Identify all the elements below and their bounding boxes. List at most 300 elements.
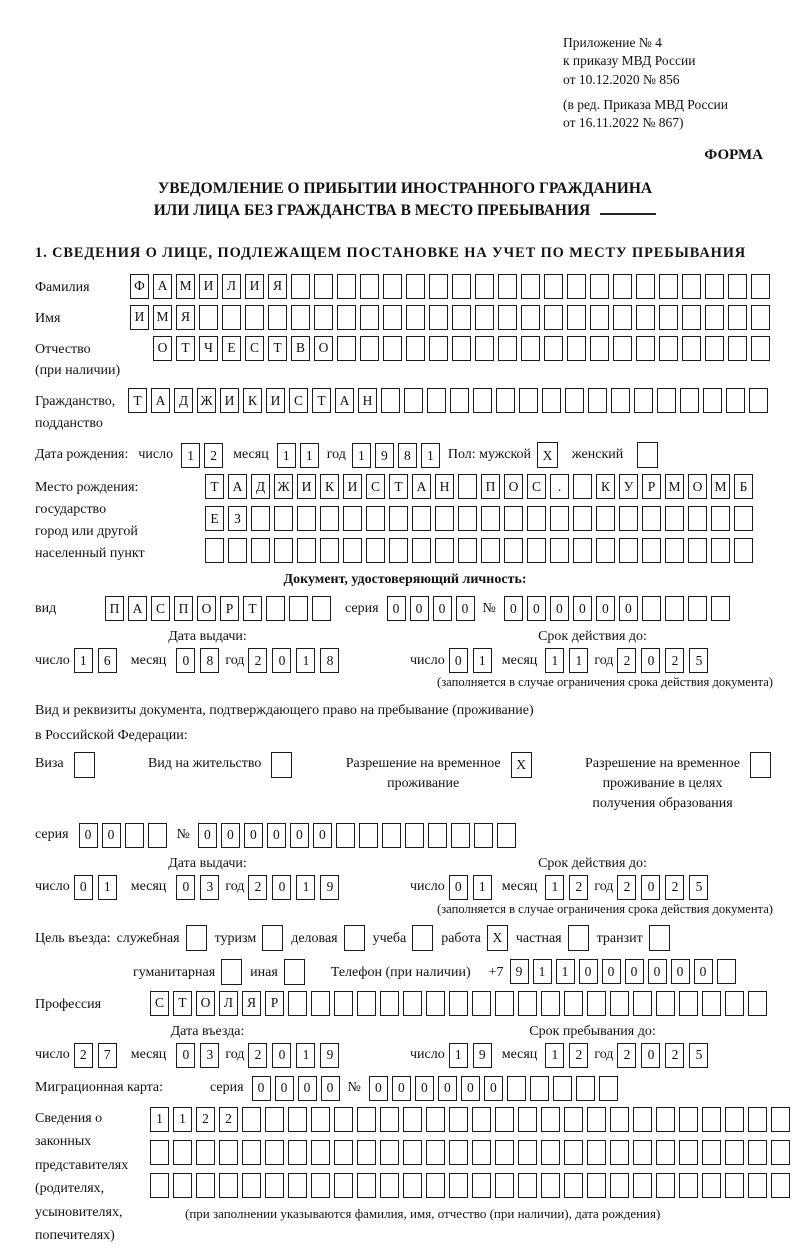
char-cell[interactable] (564, 1173, 583, 1198)
birth-month-input[interactable] (277, 443, 319, 468)
char-cell[interactable]: 1 (569, 648, 588, 673)
char-cell[interactable]: 0 (449, 648, 468, 673)
char-cell[interactable] (219, 1173, 238, 1198)
char-cell[interactable] (125, 823, 144, 848)
entry-year-input[interactable] (248, 1043, 339, 1068)
stay-month-input[interactable] (545, 1043, 588, 1068)
char-cell[interactable] (567, 274, 586, 299)
char-cell[interactable]: X (487, 925, 508, 951)
sex-male-checkbox[interactable] (537, 442, 558, 468)
char-cell[interactable] (656, 1173, 675, 1198)
char-cell[interactable] (495, 1140, 514, 1165)
char-cell[interactable] (728, 305, 747, 330)
char-cell[interactable] (449, 991, 468, 1016)
char-cell[interactable] (498, 336, 517, 361)
entry-month-input[interactable] (176, 1043, 219, 1068)
char-cell[interactable]: 0 (252, 1076, 271, 1101)
char-cell[interactable] (337, 305, 356, 330)
char-cell[interactable] (150, 1140, 169, 1165)
char-cell[interactable] (497, 823, 516, 848)
char-cell[interactable]: 1 (277, 443, 296, 468)
char-cell[interactable]: 0 (415, 1076, 434, 1101)
residence-expiry-year-input[interactable] (617, 875, 708, 900)
char-cell[interactable] (717, 959, 736, 984)
char-cell[interactable] (711, 538, 730, 563)
char-cell[interactable] (242, 1107, 261, 1132)
char-cell[interactable]: 0 (550, 596, 569, 621)
char-cell[interactable] (748, 991, 767, 1016)
char-cell[interactable]: 0 (290, 823, 309, 848)
char-cell[interactable] (750, 752, 771, 778)
char-cell[interactable] (360, 305, 379, 330)
char-cell[interactable] (426, 991, 445, 1016)
char-cell[interactable] (383, 336, 402, 361)
char-cell[interactable] (449, 1107, 468, 1132)
char-cell[interactable] (728, 336, 747, 361)
char-cell[interactable]: 0 (456, 596, 475, 621)
char-cell[interactable] (242, 1173, 261, 1198)
char-cell[interactable] (564, 991, 583, 1016)
char-cell[interactable] (406, 336, 425, 361)
char-cell[interactable] (297, 506, 316, 531)
char-cell[interactable] (665, 538, 684, 563)
char-cell[interactable] (289, 596, 308, 621)
char-cell[interactable] (544, 336, 563, 361)
char-cell[interactable] (702, 1140, 721, 1165)
char-cell[interactable] (475, 305, 494, 330)
char-cell[interactable] (642, 538, 661, 563)
char-cell[interactable] (403, 1173, 422, 1198)
char-cell[interactable] (199, 305, 218, 330)
char-cell[interactable] (262, 925, 283, 951)
char-cell[interactable]: 8 (398, 443, 417, 468)
char-cell[interactable] (679, 991, 698, 1016)
char-cell[interactable] (435, 506, 454, 531)
char-cell[interactable]: О (688, 474, 707, 499)
char-cell[interactable]: И (199, 274, 218, 299)
char-cell[interactable]: 1 (545, 875, 564, 900)
char-cell[interactable] (450, 388, 469, 413)
char-cell[interactable]: И (343, 474, 362, 499)
expiry-month-input[interactable] (545, 648, 588, 673)
char-cell[interactable] (429, 305, 448, 330)
char-cell[interactable] (173, 1140, 192, 1165)
char-cell[interactable] (311, 1173, 330, 1198)
char-cell[interactable]: 0 (461, 1076, 480, 1101)
char-cell[interactable]: 2 (665, 1043, 684, 1068)
char-cell[interactable] (688, 596, 707, 621)
purpose-other-checkbox[interactable] (284, 959, 305, 985)
birth-place-line3-input[interactable] (205, 538, 753, 563)
char-cell[interactable]: 0 (641, 875, 660, 900)
char-cell[interactable]: Р (220, 596, 239, 621)
char-cell[interactable]: 2 (569, 1043, 588, 1068)
phone-input[interactable] (510, 959, 736, 984)
char-cell[interactable]: Е (205, 506, 224, 531)
char-cell[interactable] (610, 1173, 629, 1198)
char-cell[interactable] (656, 991, 675, 1016)
char-cell[interactable]: С (527, 474, 546, 499)
char-cell[interactable] (711, 506, 730, 531)
char-cell[interactable] (472, 1140, 491, 1165)
char-cell[interactable] (311, 1107, 330, 1132)
char-cell[interactable]: Т (128, 388, 147, 413)
char-cell[interactable] (771, 1173, 790, 1198)
char-cell[interactable] (636, 336, 655, 361)
char-cell[interactable]: Н (358, 388, 377, 413)
char-cell[interactable] (268, 305, 287, 330)
char-cell[interactable]: Д (174, 388, 193, 413)
char-cell[interactable]: Т (243, 596, 262, 621)
char-cell[interactable]: 1 (296, 875, 315, 900)
char-cell[interactable] (271, 752, 292, 778)
char-cell[interactable]: Я (242, 991, 261, 1016)
doc-kind-input[interactable] (105, 596, 331, 621)
char-cell[interactable] (314, 274, 333, 299)
char-cell[interactable] (472, 1107, 491, 1132)
char-cell[interactable] (564, 1107, 583, 1132)
char-cell[interactable] (544, 274, 563, 299)
char-cell[interactable] (474, 823, 493, 848)
char-cell[interactable] (588, 388, 607, 413)
char-cell[interactable]: М (665, 474, 684, 499)
char-cell[interactable] (219, 1140, 238, 1165)
char-cell[interactable] (266, 596, 285, 621)
char-cell[interactable]: . (550, 474, 569, 499)
char-cell[interactable]: 0 (392, 1076, 411, 1101)
char-cell[interactable]: 0 (176, 648, 195, 673)
char-cell[interactable]: 9 (320, 1043, 339, 1068)
char-cell[interactable] (573, 538, 592, 563)
char-cell[interactable] (613, 336, 632, 361)
char-cell[interactable] (567, 305, 586, 330)
char-cell[interactable] (458, 474, 477, 499)
char-cell[interactable] (311, 1140, 330, 1165)
char-cell[interactable] (449, 1140, 468, 1165)
char-cell[interactable] (611, 388, 630, 413)
char-cell[interactable]: Т (312, 388, 331, 413)
char-cell[interactable] (288, 1140, 307, 1165)
char-cell[interactable] (725, 1107, 744, 1132)
char-cell[interactable] (642, 596, 661, 621)
char-cell[interactable] (748, 1173, 767, 1198)
purpose-private-checkbox[interactable] (568, 925, 589, 951)
char-cell[interactable] (245, 305, 264, 330)
char-cell[interactable] (380, 1140, 399, 1165)
issue-day-input[interactable] (74, 648, 117, 673)
expiry-year-input[interactable] (617, 648, 708, 673)
char-cell[interactable]: 0 (102, 823, 121, 848)
purpose-study-checkbox[interactable] (412, 925, 433, 951)
char-cell[interactable]: X (511, 752, 532, 778)
issue-month-input[interactable] (176, 648, 219, 673)
char-cell[interactable] (544, 305, 563, 330)
birth-place-line1-input[interactable] (205, 474, 753, 499)
char-cell[interactable] (587, 991, 606, 1016)
char-cell[interactable]: С (289, 388, 308, 413)
char-cell[interactable]: 0 (267, 823, 286, 848)
char-cell[interactable]: 5 (689, 1043, 708, 1068)
char-cell[interactable]: И (245, 274, 264, 299)
entry-day-input[interactable] (74, 1043, 117, 1068)
char-cell[interactable] (288, 1173, 307, 1198)
char-cell[interactable]: 7 (98, 1043, 117, 1068)
temp-residence-checkbox[interactable] (511, 752, 532, 778)
char-cell[interactable] (705, 305, 724, 330)
char-cell[interactable] (452, 305, 471, 330)
char-cell[interactable]: 0 (625, 959, 644, 984)
char-cell[interactable] (596, 538, 615, 563)
char-cell[interactable] (734, 506, 753, 531)
char-cell[interactable]: 0 (369, 1076, 388, 1101)
char-cell[interactable] (633, 1107, 652, 1132)
char-cell[interactable]: 0 (573, 596, 592, 621)
char-cell[interactable] (380, 1107, 399, 1132)
char-cell[interactable]: 0 (272, 648, 291, 673)
char-cell[interactable]: Р (642, 474, 661, 499)
char-cell[interactable] (734, 538, 753, 563)
char-cell[interactable] (406, 274, 425, 299)
char-cell[interactable]: 0 (433, 596, 452, 621)
char-cell[interactable] (565, 388, 584, 413)
char-cell[interactable]: К (243, 388, 262, 413)
char-cell[interactable] (495, 1173, 514, 1198)
char-cell[interactable] (496, 388, 515, 413)
char-cell[interactable]: 0 (313, 823, 332, 848)
char-cell[interactable] (682, 274, 701, 299)
char-cell[interactable] (337, 336, 356, 361)
char-cell[interactable]: 2 (569, 875, 588, 900)
char-cell[interactable] (222, 305, 241, 330)
residence-issue-day-input[interactable] (74, 875, 117, 900)
char-cell[interactable] (518, 991, 537, 1016)
residence-expiry-month-input[interactable] (545, 875, 588, 900)
char-cell[interactable] (196, 1140, 215, 1165)
char-cell[interactable] (633, 991, 652, 1016)
char-cell[interactable] (334, 1107, 353, 1132)
char-cell[interactable] (518, 1140, 537, 1165)
char-cell[interactable]: А (151, 388, 170, 413)
char-cell[interactable] (659, 305, 678, 330)
char-cell[interactable]: 1 (449, 1043, 468, 1068)
char-cell[interactable] (688, 538, 707, 563)
char-cell[interactable] (702, 991, 721, 1016)
char-cell[interactable] (521, 305, 540, 330)
char-cell[interactable]: С (366, 474, 385, 499)
char-cell[interactable] (452, 336, 471, 361)
char-cell[interactable] (679, 1107, 698, 1132)
char-cell[interactable] (679, 1173, 698, 1198)
char-cell[interactable]: 1 (296, 1043, 315, 1068)
char-cell[interactable]: Ч (199, 336, 218, 361)
char-cell[interactable] (657, 388, 676, 413)
char-cell[interactable] (481, 538, 500, 563)
char-cell[interactable]: П (481, 474, 500, 499)
char-cell[interactable] (288, 1107, 307, 1132)
char-cell[interactable]: 1 (74, 648, 93, 673)
purpose-work-checkbox[interactable] (487, 925, 508, 951)
char-cell[interactable]: Л (219, 991, 238, 1016)
char-cell[interactable] (389, 506, 408, 531)
residence-permit-checkbox[interactable] (271, 752, 292, 778)
char-cell[interactable] (636, 305, 655, 330)
char-cell[interactable]: 0 (619, 596, 638, 621)
residence-number-input[interactable] (198, 823, 516, 848)
char-cell[interactable] (311, 991, 330, 1016)
char-cell[interactable]: С (151, 596, 170, 621)
char-cell[interactable]: 0 (387, 596, 406, 621)
char-cell[interactable] (573, 506, 592, 531)
char-cell[interactable]: 0 (579, 959, 598, 984)
char-cell[interactable]: 1 (556, 959, 575, 984)
char-cell[interactable]: 0 (272, 875, 291, 900)
char-cell[interactable] (590, 274, 609, 299)
char-cell[interactable]: 2 (248, 875, 267, 900)
char-cell[interactable]: И (297, 474, 316, 499)
char-cell[interactable] (636, 274, 655, 299)
char-cell[interactable] (150, 1173, 169, 1198)
char-cell[interactable]: Я (268, 274, 287, 299)
char-cell[interactable] (320, 538, 339, 563)
char-cell[interactable]: 0 (321, 1076, 340, 1101)
char-cell[interactable] (504, 538, 523, 563)
char-cell[interactable] (473, 388, 492, 413)
char-cell[interactable] (403, 991, 422, 1016)
given-name-input[interactable] (130, 305, 770, 330)
char-cell[interactable]: 1 (421, 443, 440, 468)
char-cell[interactable]: 0 (602, 959, 621, 984)
char-cell[interactable] (649, 925, 670, 951)
char-cell[interactable]: 6 (98, 648, 117, 673)
char-cell[interactable] (637, 442, 658, 468)
char-cell[interactable]: 2 (665, 648, 684, 673)
char-cell[interactable] (749, 388, 768, 413)
char-cell[interactable] (507, 1076, 526, 1101)
char-cell[interactable]: Ф (130, 274, 149, 299)
char-cell[interactable] (251, 506, 270, 531)
char-cell[interactable]: 8 (200, 648, 219, 673)
char-cell[interactable]: З (228, 506, 247, 531)
char-cell[interactable]: 2 (248, 648, 267, 673)
char-cell[interactable] (475, 274, 494, 299)
char-cell[interactable]: 0 (74, 875, 93, 900)
char-cell[interactable]: Ж (197, 388, 216, 413)
char-cell[interactable]: 2 (617, 1043, 636, 1068)
char-cell[interactable] (682, 305, 701, 330)
char-cell[interactable] (429, 336, 448, 361)
char-cell[interactable] (297, 538, 316, 563)
char-cell[interactable] (550, 506, 569, 531)
char-cell[interactable]: Т (173, 991, 192, 1016)
char-cell[interactable]: 2 (204, 443, 223, 468)
char-cell[interactable] (366, 538, 385, 563)
char-cell[interactable] (702, 1173, 721, 1198)
char-cell[interactable]: 3 (200, 875, 219, 900)
char-cell[interactable] (173, 1173, 192, 1198)
char-cell[interactable] (530, 1076, 549, 1101)
char-cell[interactable]: 9 (375, 443, 394, 468)
char-cell[interactable] (527, 538, 546, 563)
char-cell[interactable] (656, 1140, 675, 1165)
char-cell[interactable] (725, 1173, 744, 1198)
visa-checkbox[interactable] (74, 752, 95, 778)
char-cell[interactable]: 1 (473, 875, 492, 900)
char-cell[interactable] (435, 538, 454, 563)
char-cell[interactable] (541, 1140, 560, 1165)
char-cell[interactable]: Д (251, 474, 270, 499)
char-cell[interactable] (711, 596, 730, 621)
char-cell[interactable]: 0 (596, 596, 615, 621)
char-cell[interactable] (472, 1173, 491, 1198)
char-cell[interactable] (587, 1107, 606, 1132)
char-cell[interactable]: 0 (221, 823, 240, 848)
char-cell[interactable] (452, 274, 471, 299)
char-cell[interactable] (541, 1107, 560, 1132)
char-cell[interactable] (518, 1107, 537, 1132)
char-cell[interactable] (573, 474, 592, 499)
char-cell[interactable] (380, 1173, 399, 1198)
doc-number-input[interactable] (504, 596, 730, 621)
char-cell[interactable] (751, 305, 770, 330)
char-cell[interactable] (343, 506, 362, 531)
doc-series-input[interactable] (387, 596, 475, 621)
char-cell[interactable]: О (504, 474, 523, 499)
char-cell[interactable]: 2 (617, 648, 636, 673)
representatives-line2-input[interactable] (150, 1140, 790, 1165)
char-cell[interactable]: 9 (320, 875, 339, 900)
char-cell[interactable] (610, 991, 629, 1016)
issue-year-input[interactable] (248, 648, 339, 673)
char-cell[interactable] (412, 538, 431, 563)
char-cell[interactable] (403, 1140, 422, 1165)
char-cell[interactable]: 1 (98, 875, 117, 900)
patronymic-input[interactable] (153, 336, 770, 361)
purpose-official-checkbox[interactable] (186, 925, 207, 951)
char-cell[interactable] (205, 538, 224, 563)
char-cell[interactable] (680, 388, 699, 413)
char-cell[interactable]: 0 (641, 1043, 660, 1068)
char-cell[interactable] (553, 1076, 572, 1101)
stay-year-input[interactable] (617, 1043, 708, 1068)
char-cell[interactable]: А (412, 474, 431, 499)
birth-place-line2-input[interactable] (205, 506, 753, 531)
char-cell[interactable] (725, 1140, 744, 1165)
char-cell[interactable] (458, 538, 477, 563)
char-cell[interactable] (587, 1173, 606, 1198)
char-cell[interactable] (728, 274, 747, 299)
purpose-transit-checkbox[interactable] (649, 925, 670, 951)
char-cell[interactable]: 2 (74, 1043, 93, 1068)
char-cell[interactable] (366, 506, 385, 531)
char-cell[interactable] (148, 823, 167, 848)
char-cell[interactable]: Т (268, 336, 287, 361)
char-cell[interactable]: 1 (150, 1107, 169, 1132)
migration-number-input[interactable] (369, 1076, 618, 1101)
char-cell[interactable] (360, 274, 379, 299)
char-cell[interactable]: 1 (545, 1043, 564, 1068)
char-cell[interactable]: Я (176, 305, 195, 330)
char-cell[interactable] (748, 1107, 767, 1132)
profession-input[interactable] (150, 991, 767, 1016)
migration-series-input[interactable] (252, 1076, 340, 1101)
char-cell[interactable]: П (174, 596, 193, 621)
char-cell[interactable] (576, 1076, 595, 1101)
residence-expiry-day-input[interactable] (449, 875, 492, 900)
char-cell[interactable] (521, 274, 540, 299)
char-cell[interactable]: С (150, 991, 169, 1016)
char-cell[interactable] (619, 538, 638, 563)
char-cell[interactable] (284, 959, 305, 985)
